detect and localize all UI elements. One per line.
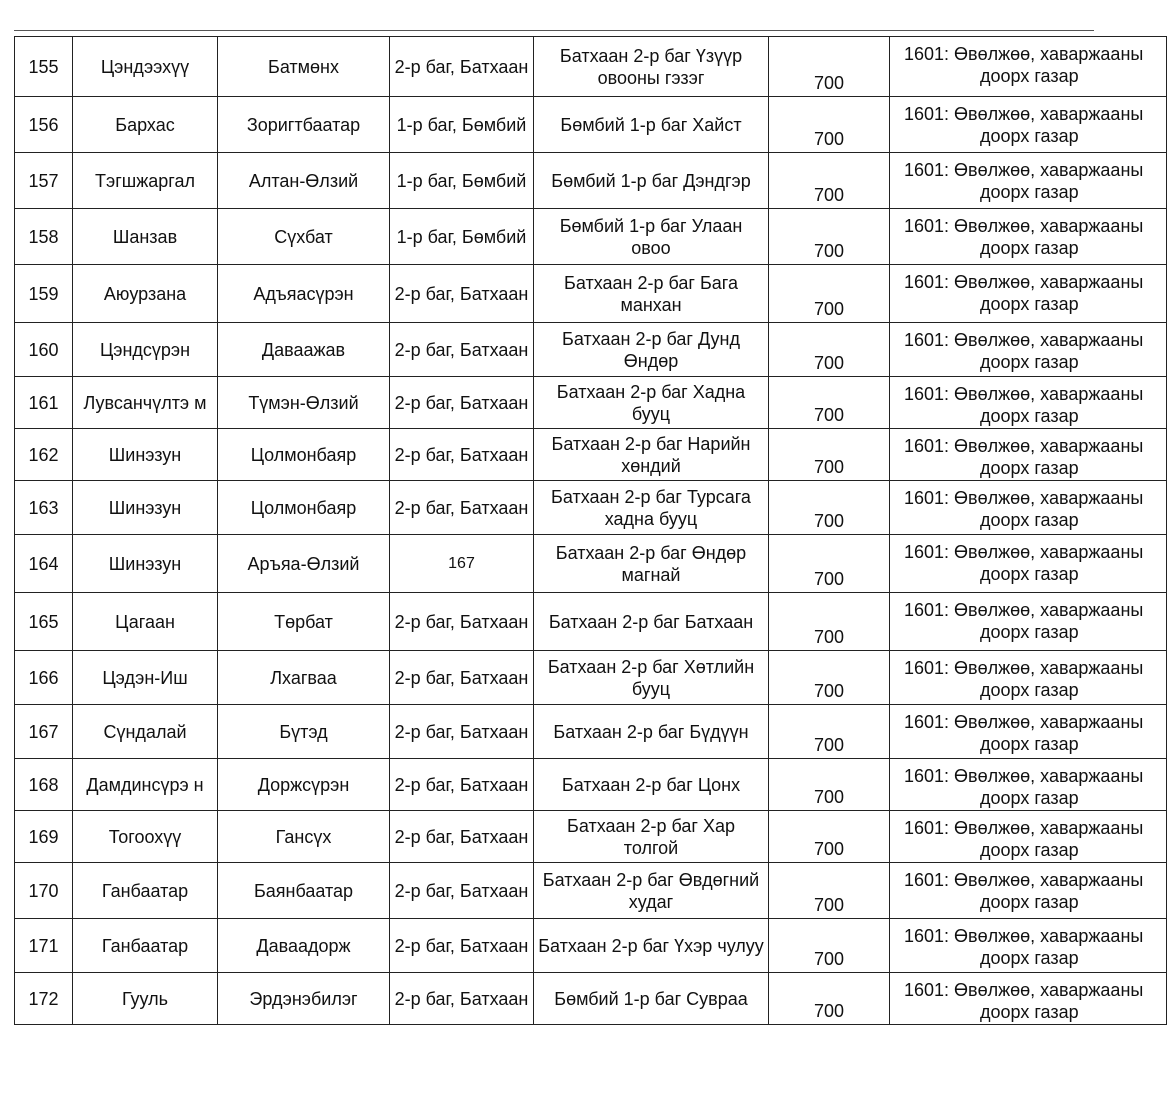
area-cell: 700 — [769, 863, 890, 919]
given-name-cell: Сүхбат — [218, 209, 390, 265]
given-name-cell: Адъяасүрэн — [218, 265, 390, 323]
given-name-cell: Аръяа-Өлзий — [218, 535, 390, 593]
row-number-cell: 163 — [15, 481, 73, 535]
given-name-cell: Батмөнх — [218, 37, 390, 97]
location-cell: Батхаан 2-р баг Үхэр чулуу — [534, 919, 769, 973]
area-cell: 700 — [769, 593, 890, 651]
location-cell: Батхаан 2-р баг Турсага хадна бууц — [534, 481, 769, 535]
purpose-line-2: доорх газар — [980, 840, 1079, 860]
location-cell: Батхаан 2-р баг Бүдүүн — [534, 705, 769, 759]
purpose-line-1: 1601: Өвөлжөө, хаваржааны — [904, 160, 1144, 180]
location-cell: Бөмбий 1-р баг Сувраа — [534, 973, 769, 1025]
row-number-cell: 160 — [15, 323, 73, 377]
area-cell: 700 — [769, 377, 890, 429]
table-row — [15, 863, 1167, 919]
name-cell: Шинэзун — [73, 535, 218, 593]
purpose-line-2: доорх газар — [980, 182, 1079, 202]
bag-cell: 1-р баг, Бөмбий — [390, 97, 534, 153]
name-cell: Цагаан — [73, 593, 218, 651]
row-number-cell: 172 — [15, 973, 73, 1025]
area-cell: 700 — [769, 481, 890, 535]
purpose-line-2: доорх газар — [980, 948, 1079, 968]
name-cell: Цэндсүрэн — [73, 323, 218, 377]
location-cell: Батхаан 2-р баг Нарийн хөндий — [534, 429, 769, 481]
name-cell: Дамдинсүрэ н — [73, 759, 218, 811]
name-cell: Бархас — [73, 97, 218, 153]
location-cell: Батхаан 2-р баг Цонх — [534, 759, 769, 811]
purpose-cell — [890, 535, 1167, 593]
row-number-cell: 171 — [15, 919, 73, 973]
given-name-cell: Төрбат — [218, 593, 390, 651]
name-cell: Цэдэн-Иш — [73, 651, 218, 705]
row-number-cell: 158 — [15, 209, 73, 265]
purpose-line-1: 1601: Өвөлжөө, хаваржааны — [904, 104, 1144, 124]
purpose-line-2: доорх газар — [980, 294, 1079, 314]
purpose-cell — [890, 481, 1167, 535]
purpose-line-1: 1601: Өвөлжөө, хаваржааны — [904, 384, 1144, 404]
location-cell: Бөмбий 1-р баг Хайст — [534, 97, 769, 153]
purpose-cell — [890, 153, 1167, 209]
area-cell: 700 — [769, 973, 890, 1025]
table-row — [15, 323, 1167, 377]
table-row — [15, 481, 1167, 535]
purpose-line-2: доорх газар — [980, 510, 1079, 530]
location-cell: Батхаан 2-р баг Өндөр магнай — [534, 535, 769, 593]
name-cell: Ганбаатар — [73, 919, 218, 973]
table-row — [15, 153, 1167, 209]
location-cell: Батхаан 2-р баг Өвдөгний худаг — [534, 863, 769, 919]
table-row — [15, 429, 1167, 481]
purpose-line-2: доорх газар — [980, 788, 1079, 808]
purpose-line-1: 1601: Өвөлжөө, хаваржааны — [904, 600, 1144, 620]
purpose-line-1: 1601: Өвөлжөө, хаваржааны — [904, 44, 1144, 64]
purpose-line-1: 1601: Өвөлжөө, хаваржааны — [904, 658, 1144, 678]
purpose-cell — [890, 863, 1167, 919]
purpose-cell — [890, 919, 1167, 973]
name-cell: Цэндээхүү — [73, 37, 218, 97]
purpose-cell — [890, 377, 1167, 429]
bag-cell: 2-р баг, Батхаан — [390, 919, 534, 973]
location-cell: Батхаан 2-р баг Батхаан — [534, 593, 769, 651]
purpose-line-2: доорх газар — [980, 458, 1079, 478]
given-name-cell: Зоригтбаатар — [218, 97, 390, 153]
given-name-cell: Баянбаатар — [218, 863, 390, 919]
purpose-line-2: доорх газар — [980, 238, 1079, 258]
area-cell: 700 — [769, 323, 890, 377]
table-row — [15, 535, 1167, 593]
location-cell: Батхаан 2-р баг Бага манхан — [534, 265, 769, 323]
given-name-cell: Лхагваа — [218, 651, 390, 705]
purpose-cell — [890, 651, 1167, 705]
purpose-cell — [890, 705, 1167, 759]
location-cell: Батхаан 2-р баг Хар толгой — [534, 811, 769, 863]
given-name-cell: Цолмонбаяр — [218, 429, 390, 481]
table-row — [15, 973, 1167, 1025]
table-row — [15, 209, 1167, 265]
purpose-line-2: доорх газар — [980, 126, 1079, 146]
purpose-cell — [890, 323, 1167, 377]
location-cell: Батхаан 2-р баг Хөтлийн бууц — [534, 651, 769, 705]
purpose-line-1: 1601: Өвөлжөө, хаваржааны — [904, 488, 1144, 508]
bag-cell: 2-р баг, Батхаан — [390, 811, 534, 863]
name-cell: Аюурзана — [73, 265, 218, 323]
table-row — [15, 265, 1167, 323]
given-name-cell: Гансүх — [218, 811, 390, 863]
purpose-cell — [890, 973, 1167, 1025]
bag-cell: 2-р баг, Батхаан — [390, 323, 534, 377]
name-cell: Лувсанчүлтэ м — [73, 377, 218, 429]
name-cell: Тэгшжаргал — [73, 153, 218, 209]
purpose-line-2: доорх газар — [980, 352, 1079, 372]
row-number-cell: 155 — [15, 37, 73, 97]
area-cell: 700 — [769, 759, 890, 811]
purpose-line-1: 1601: Өвөлжөө, хаваржааны — [904, 330, 1144, 350]
location-cell: Батхаан 2-р баг Үзүүр овооны гэзэг — [534, 37, 769, 97]
area-cell: 700 — [769, 209, 890, 265]
given-name-cell: Цолмонбаяр — [218, 481, 390, 535]
table-row — [15, 705, 1167, 759]
purpose-cell — [890, 37, 1167, 97]
bag-cell: 2-р баг, Батхаан — [390, 759, 534, 811]
bag-cell: 2-р баг, Батхаан — [390, 651, 534, 705]
row-number-cell: 159 — [15, 265, 73, 323]
given-name-cell: Даваажав — [218, 323, 390, 377]
row-number-cell: 167 — [15, 705, 73, 759]
purpose-line-1: 1601: Өвөлжөө, хаваржааны — [904, 542, 1144, 562]
bag-cell: 2-р баг, Батхаан — [390, 705, 534, 759]
bag-cell: 2-р баг, Батхаан — [390, 593, 534, 651]
purpose-line-2: доорх газар — [980, 734, 1079, 754]
table-body — [15, 37, 1167, 1025]
row-number-cell: 156 — [15, 97, 73, 153]
location-cell: Бөмбий 1-р баг Дэндгэр — [534, 153, 769, 209]
purpose-line-1: 1601: Өвөлжөө, хаваржааны — [904, 926, 1144, 946]
purpose-line-2: доорх газар — [980, 406, 1079, 426]
table-top-edge — [14, 30, 1094, 31]
row-number-cell: 166 — [15, 651, 73, 705]
purpose-line-1: 1601: Өвөлжөө, хаваржааны — [904, 216, 1144, 236]
area-cell: 700 — [769, 535, 890, 593]
table-row — [15, 37, 1167, 97]
row-number-cell: 168 — [15, 759, 73, 811]
table-row — [15, 811, 1167, 863]
bag-cell: 2-р баг, Батхаан — [390, 481, 534, 535]
bag-cell: 2-р баг, Батхаан — [390, 37, 534, 97]
bag-cell: 2-р баг, Батхаан — [390, 973, 534, 1025]
purpose-line-2: доорх газар — [980, 1002, 1079, 1022]
purpose-cell — [890, 265, 1167, 323]
area-cell: 700 — [769, 705, 890, 759]
table-row — [15, 593, 1167, 651]
area-cell: 700 — [769, 919, 890, 973]
name-cell: Тогоохүү — [73, 811, 218, 863]
area-cell: 700 — [769, 97, 890, 153]
given-name-cell: Даваадорж — [218, 919, 390, 973]
bag-cell: 1-р баг, Бөмбий — [390, 153, 534, 209]
location-cell: Бөмбий 1-р баг Улаан овоо — [534, 209, 769, 265]
table-row — [15, 97, 1167, 153]
purpose-cell — [890, 429, 1167, 481]
land-allocation-table — [14, 36, 1167, 1025]
bag-cell: 2-р баг, Батхаан — [390, 429, 534, 481]
given-name-cell: Бүтэд — [218, 705, 390, 759]
area-cell: 700 — [769, 37, 890, 97]
purpose-line-1: 1601: Өвөлжөө, хаваржааны — [904, 712, 1144, 732]
given-name-cell: Түмэн-Өлзий — [218, 377, 390, 429]
name-cell: Шинэзун — [73, 429, 218, 481]
purpose-line-2: доорх газар — [980, 892, 1079, 912]
bag-cell: 2-р баг, Батхаан — [390, 863, 534, 919]
given-name-cell: Эрдэнэбилэг — [218, 973, 390, 1025]
bag-cell: 2-р баг, Батхаан — [390, 265, 534, 323]
purpose-line-1: 1601: Өвөлжөө, хаваржааны — [904, 436, 1144, 456]
area-cell: 700 — [769, 265, 890, 323]
row-number-cell: 161 — [15, 377, 73, 429]
purpose-line-2: доорх газар — [980, 680, 1079, 700]
purpose-line-1: 1601: Өвөлжөө, хаваржааны — [904, 766, 1144, 786]
row-number-cell: 157 — [15, 153, 73, 209]
purpose-cell — [890, 97, 1167, 153]
area-cell: 700 — [769, 429, 890, 481]
purpose-line-2: доорх газар — [980, 564, 1079, 584]
purpose-line-1: 1601: Өвөлжөө, хаваржааны — [904, 870, 1144, 890]
row-number-cell: 170 — [15, 863, 73, 919]
row-number-cell: 169 — [15, 811, 73, 863]
purpose-line-1: 1601: Өвөлжөө, хаваржааны — [904, 272, 1144, 292]
area-cell: 700 — [769, 811, 890, 863]
table-row — [15, 759, 1167, 811]
name-cell: Шанзав — [73, 209, 218, 265]
row-number-cell: 162 — [15, 429, 73, 481]
bag-cell: 1-р баг, Бөмбий — [390, 209, 534, 265]
name-cell: Шинэзун — [73, 481, 218, 535]
table-row — [15, 377, 1167, 429]
location-cell: Батхаан 2-р баг Дунд Өндөр — [534, 323, 769, 377]
row-number-cell: 165 — [15, 593, 73, 651]
name-cell: Сүндалай — [73, 705, 218, 759]
purpose-cell — [890, 209, 1167, 265]
table-row — [15, 651, 1167, 705]
purpose-line-2: доорх газар — [980, 622, 1079, 642]
purpose-line-1: 1601: Өвөлжөө, хаваржааны — [904, 818, 1144, 838]
bag-cell: 2-р баг, Батхаан — [390, 377, 534, 429]
purpose-line-2: доорх газар — [980, 66, 1079, 86]
row-number-cell: 164 — [15, 535, 73, 593]
bag-cell: 167 — [390, 535, 534, 593]
purpose-cell — [890, 811, 1167, 863]
area-cell: 700 — [769, 651, 890, 705]
given-name-cell: Доржсүрэн — [218, 759, 390, 811]
given-name-cell: Алтан-Өлзий — [218, 153, 390, 209]
purpose-line-1: 1601: Өвөлжөө, хаваржааны — [904, 980, 1144, 1000]
purpose-cell — [890, 759, 1167, 811]
location-cell: Батхаан 2-р баг Хадна бууц — [534, 377, 769, 429]
area-cell: 700 — [769, 153, 890, 209]
purpose-cell — [890, 593, 1167, 651]
name-cell: Ганбаатар — [73, 863, 218, 919]
table-row — [15, 919, 1167, 973]
name-cell: Гууль — [73, 973, 218, 1025]
